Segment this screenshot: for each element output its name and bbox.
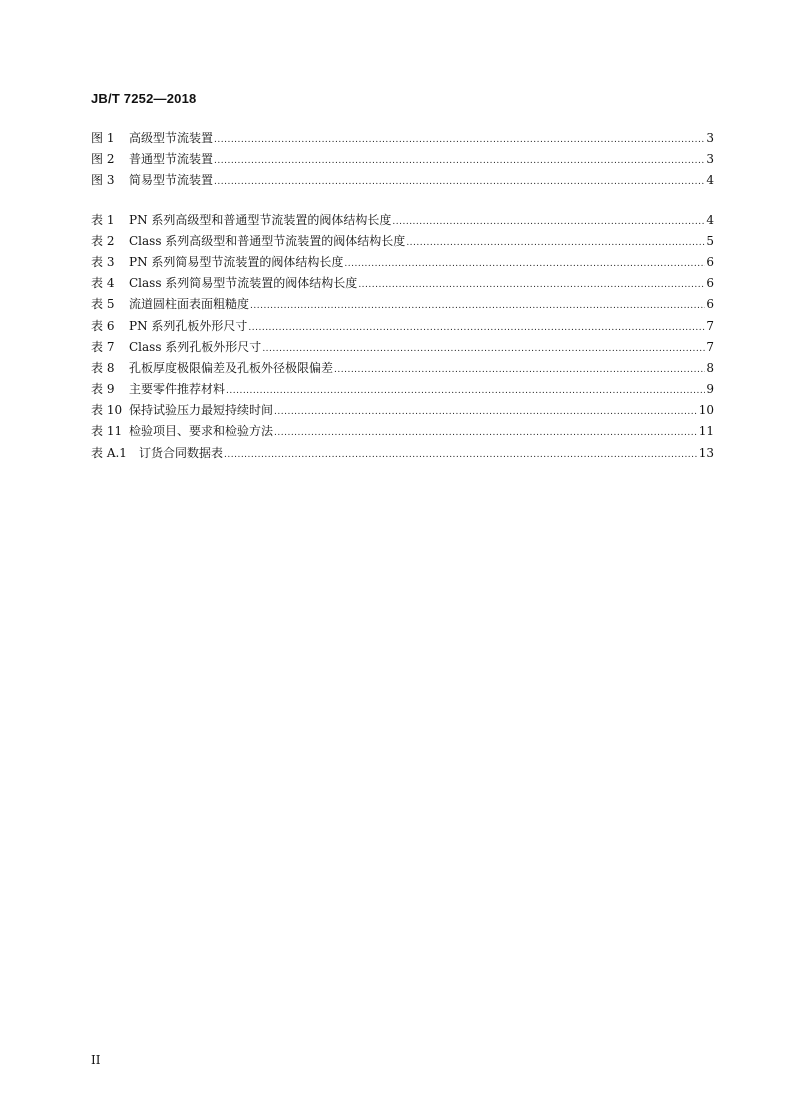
dot-leader	[214, 130, 705, 151]
table-label: 表 9	[91, 382, 115, 397]
table-page-number: 6	[706, 276, 714, 291]
figure-label: 图 3	[91, 173, 115, 188]
table-page-number: 7	[706, 339, 714, 354]
table-entry[interactable]	[91, 273, 714, 294]
dot-leader	[344, 254, 705, 275]
table-entry[interactable]	[91, 252, 714, 273]
table-title: 孔板厚度极限偏差及孔板外径极限偏差	[129, 360, 334, 375]
dot-leader	[214, 151, 705, 172]
dot-leader	[392, 212, 705, 233]
table-page-number: 4	[706, 212, 714, 227]
table-page-number: 7	[706, 318, 714, 333]
table-page-number: 10	[698, 403, 714, 418]
dot-leader	[334, 360, 705, 381]
dot-leader	[250, 296, 705, 317]
table-title: Class 系列简易型节流装置的阀体结构长度	[129, 276, 358, 291]
figure-page-number: 3	[706, 131, 714, 145]
table-page-number: 9	[706, 382, 714, 397]
table-title: 流道圆柱面表面粗糙度	[129, 297, 250, 312]
table-label: 表 6	[91, 318, 115, 333]
table-title: 主要零件推荐材料	[129, 382, 226, 397]
figure-title: 简易型节流装置	[129, 173, 214, 188]
table-title: 检验项目、要求和检验方法	[129, 424, 274, 439]
table-label: 表 5	[91, 297, 115, 312]
dot-leader	[358, 275, 705, 296]
table-of-contents	[91, 128, 714, 464]
table-entry[interactable]	[91, 358, 714, 379]
table-page-number: 11	[698, 424, 714, 439]
page-folio: II	[91, 1053, 101, 1067]
table-page-number: 5	[706, 233, 714, 248]
table-page-number: 13	[698, 445, 714, 460]
table-entry[interactable]	[91, 379, 714, 400]
dot-leader	[262, 339, 705, 360]
figure-page-number: 4	[706, 173, 714, 188]
document-standard-number: JB/T 7252—2018	[91, 91, 197, 106]
table-label: 表 4	[91, 276, 115, 291]
table-entry[interactable]	[91, 443, 714, 464]
dot-leader	[224, 445, 698, 466]
dot-leader	[214, 172, 705, 193]
table-list	[91, 210, 714, 464]
table-label: 表 1	[91, 212, 115, 227]
table-entry[interactable]	[91, 421, 714, 442]
table-label: 表 8	[91, 360, 115, 375]
dot-leader	[274, 423, 698, 444]
table-entry[interactable]	[91, 294, 714, 315]
table-title: PN 系列简易型节流装置的阀体结构长度	[129, 254, 344, 269]
figure-list	[91, 128, 714, 192]
table-label: 表 2	[91, 233, 115, 248]
dot-leader	[226, 381, 705, 402]
table-label: 表 11	[91, 424, 123, 439]
table-entry[interactable]	[91, 400, 714, 421]
table-title: Class 系列高级型和普通型节流装置的阀体结构长度	[129, 233, 406, 248]
figure-title: 高级型节流装置	[129, 131, 214, 145]
figure-entry[interactable]	[91, 149, 714, 170]
table-entry[interactable]	[91, 316, 714, 337]
table-page-number: 8	[706, 360, 714, 375]
figure-label: 图 2	[91, 152, 115, 167]
table-title: 保持试验压力最短持续时间	[129, 403, 274, 418]
dot-leader	[248, 318, 705, 339]
table-entry[interactable]	[91, 337, 714, 358]
table-title: 订货合同数据表	[139, 445, 224, 460]
figure-title: 普通型节流装置	[129, 152, 214, 167]
figure-label: 图 1	[91, 131, 115, 145]
section-gap	[91, 192, 714, 210]
table-label: 表 10	[91, 403, 123, 418]
figure-page-number: 3	[706, 152, 714, 167]
table-entry[interactable]	[91, 231, 714, 252]
table-page-number: 6	[706, 254, 714, 269]
figure-entry[interactable]	[91, 128, 714, 149]
table-page-number: 6	[706, 297, 714, 312]
dot-leader	[274, 402, 698, 423]
dot-leader	[406, 233, 705, 254]
figure-entry[interactable]	[91, 170, 714, 191]
table-title: Class 系列孔板外形尺寸	[129, 339, 262, 354]
table-label: 表 3	[91, 254, 115, 269]
table-title: PN 系列高级型和普通型节流装置的阀体结构长度	[129, 212, 392, 227]
table-label: 表 7	[91, 339, 115, 354]
table-entry[interactable]	[91, 210, 714, 231]
table-title: PN 系列孔板外形尺寸	[129, 318, 248, 333]
table-label: 表 A.1	[91, 445, 127, 460]
